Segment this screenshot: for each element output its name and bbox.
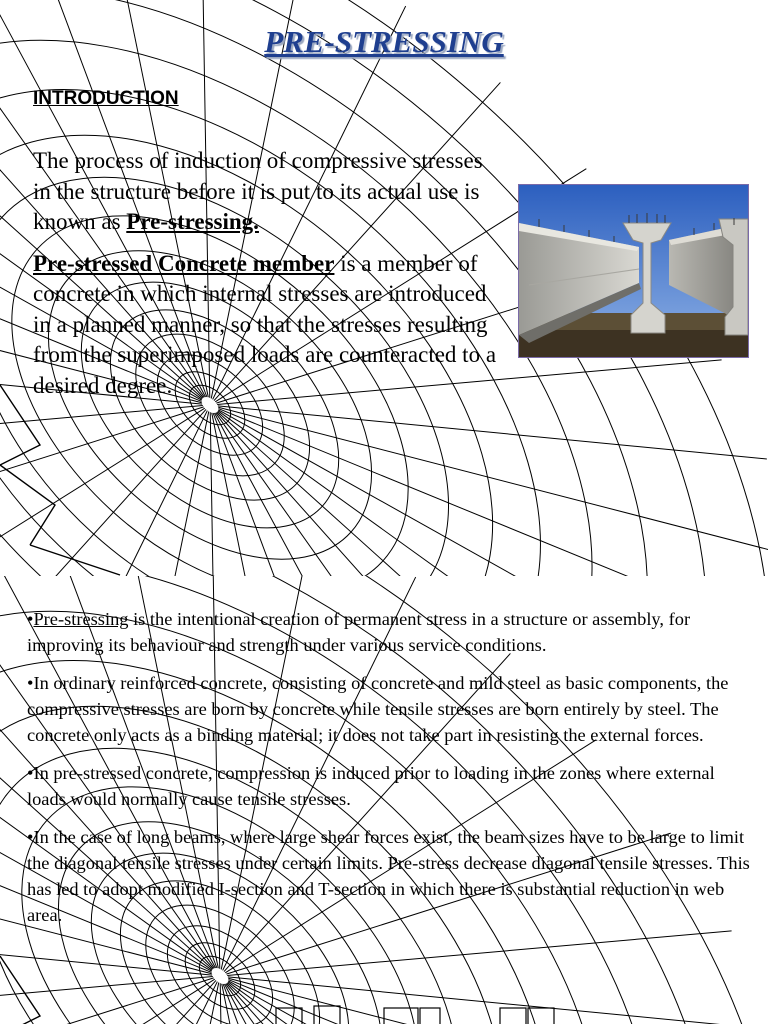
bullet-item: •In the case of long beams, where large shear forces exist, the beam sizes have to be large to limit the diagonal tensile stresses under certain limits. Pre-stress decrease diagonal tensile stresses. This has led to adopt modified I-section and T-section in which there is substantial reduction in web area. xyxy=(27,827,750,925)
member-definition-text: is a member of concrete in which internal stresses are introduced in a planned manner, so that the stresses resulting from the superimposed loads are counteracted to a desired degree. xyxy=(33,250,497,398)
bullet-text: is the intentional creation of permanent stress in a structure or assembly, for improving its behaviour and strength under various service conditions. xyxy=(27,609,691,655)
definition-text: The process of induction of compressive stresses in the structure before it is put to its actual use is known as xyxy=(33,148,483,234)
bullet-marker: • xyxy=(27,609,34,629)
term-prestressed-concrete-member: Pre-stressed Concrete member xyxy=(33,250,335,276)
introduction-text xyxy=(33,146,503,412)
prestressed-concrete-girders-photo-icon xyxy=(519,185,748,357)
page-title: PRE-STRESSING xyxy=(264,24,504,59)
bullet-item xyxy=(27,606,755,658)
member-definition-paragraph xyxy=(33,249,503,402)
bullet-item: •In pre-stressed concrete, compression is induced prior to loading in the zones where external loads would normally cause tensile stresses. xyxy=(27,763,715,809)
prestressed-girders-photo xyxy=(518,184,749,358)
slide-2 xyxy=(0,576,768,1024)
section-heading-introduction: INTRODUCTION xyxy=(33,88,179,109)
term-pre-stressing-underlined: Pre-stressing xyxy=(33,609,129,629)
bullet-item: •In ordinary reinforced concrete, consisting of concrete and mild steel as basic components, the compressive stresses are born by concrete while tensile stresses are born entirely by steel. The concrete only acts as a binding material; it does not take part in resisting the external forces. xyxy=(27,673,729,745)
term-pre-stressing: Pre-stressing. xyxy=(126,209,259,234)
prestressing-bullet-list xyxy=(27,606,755,940)
definition-paragraph xyxy=(33,146,503,238)
